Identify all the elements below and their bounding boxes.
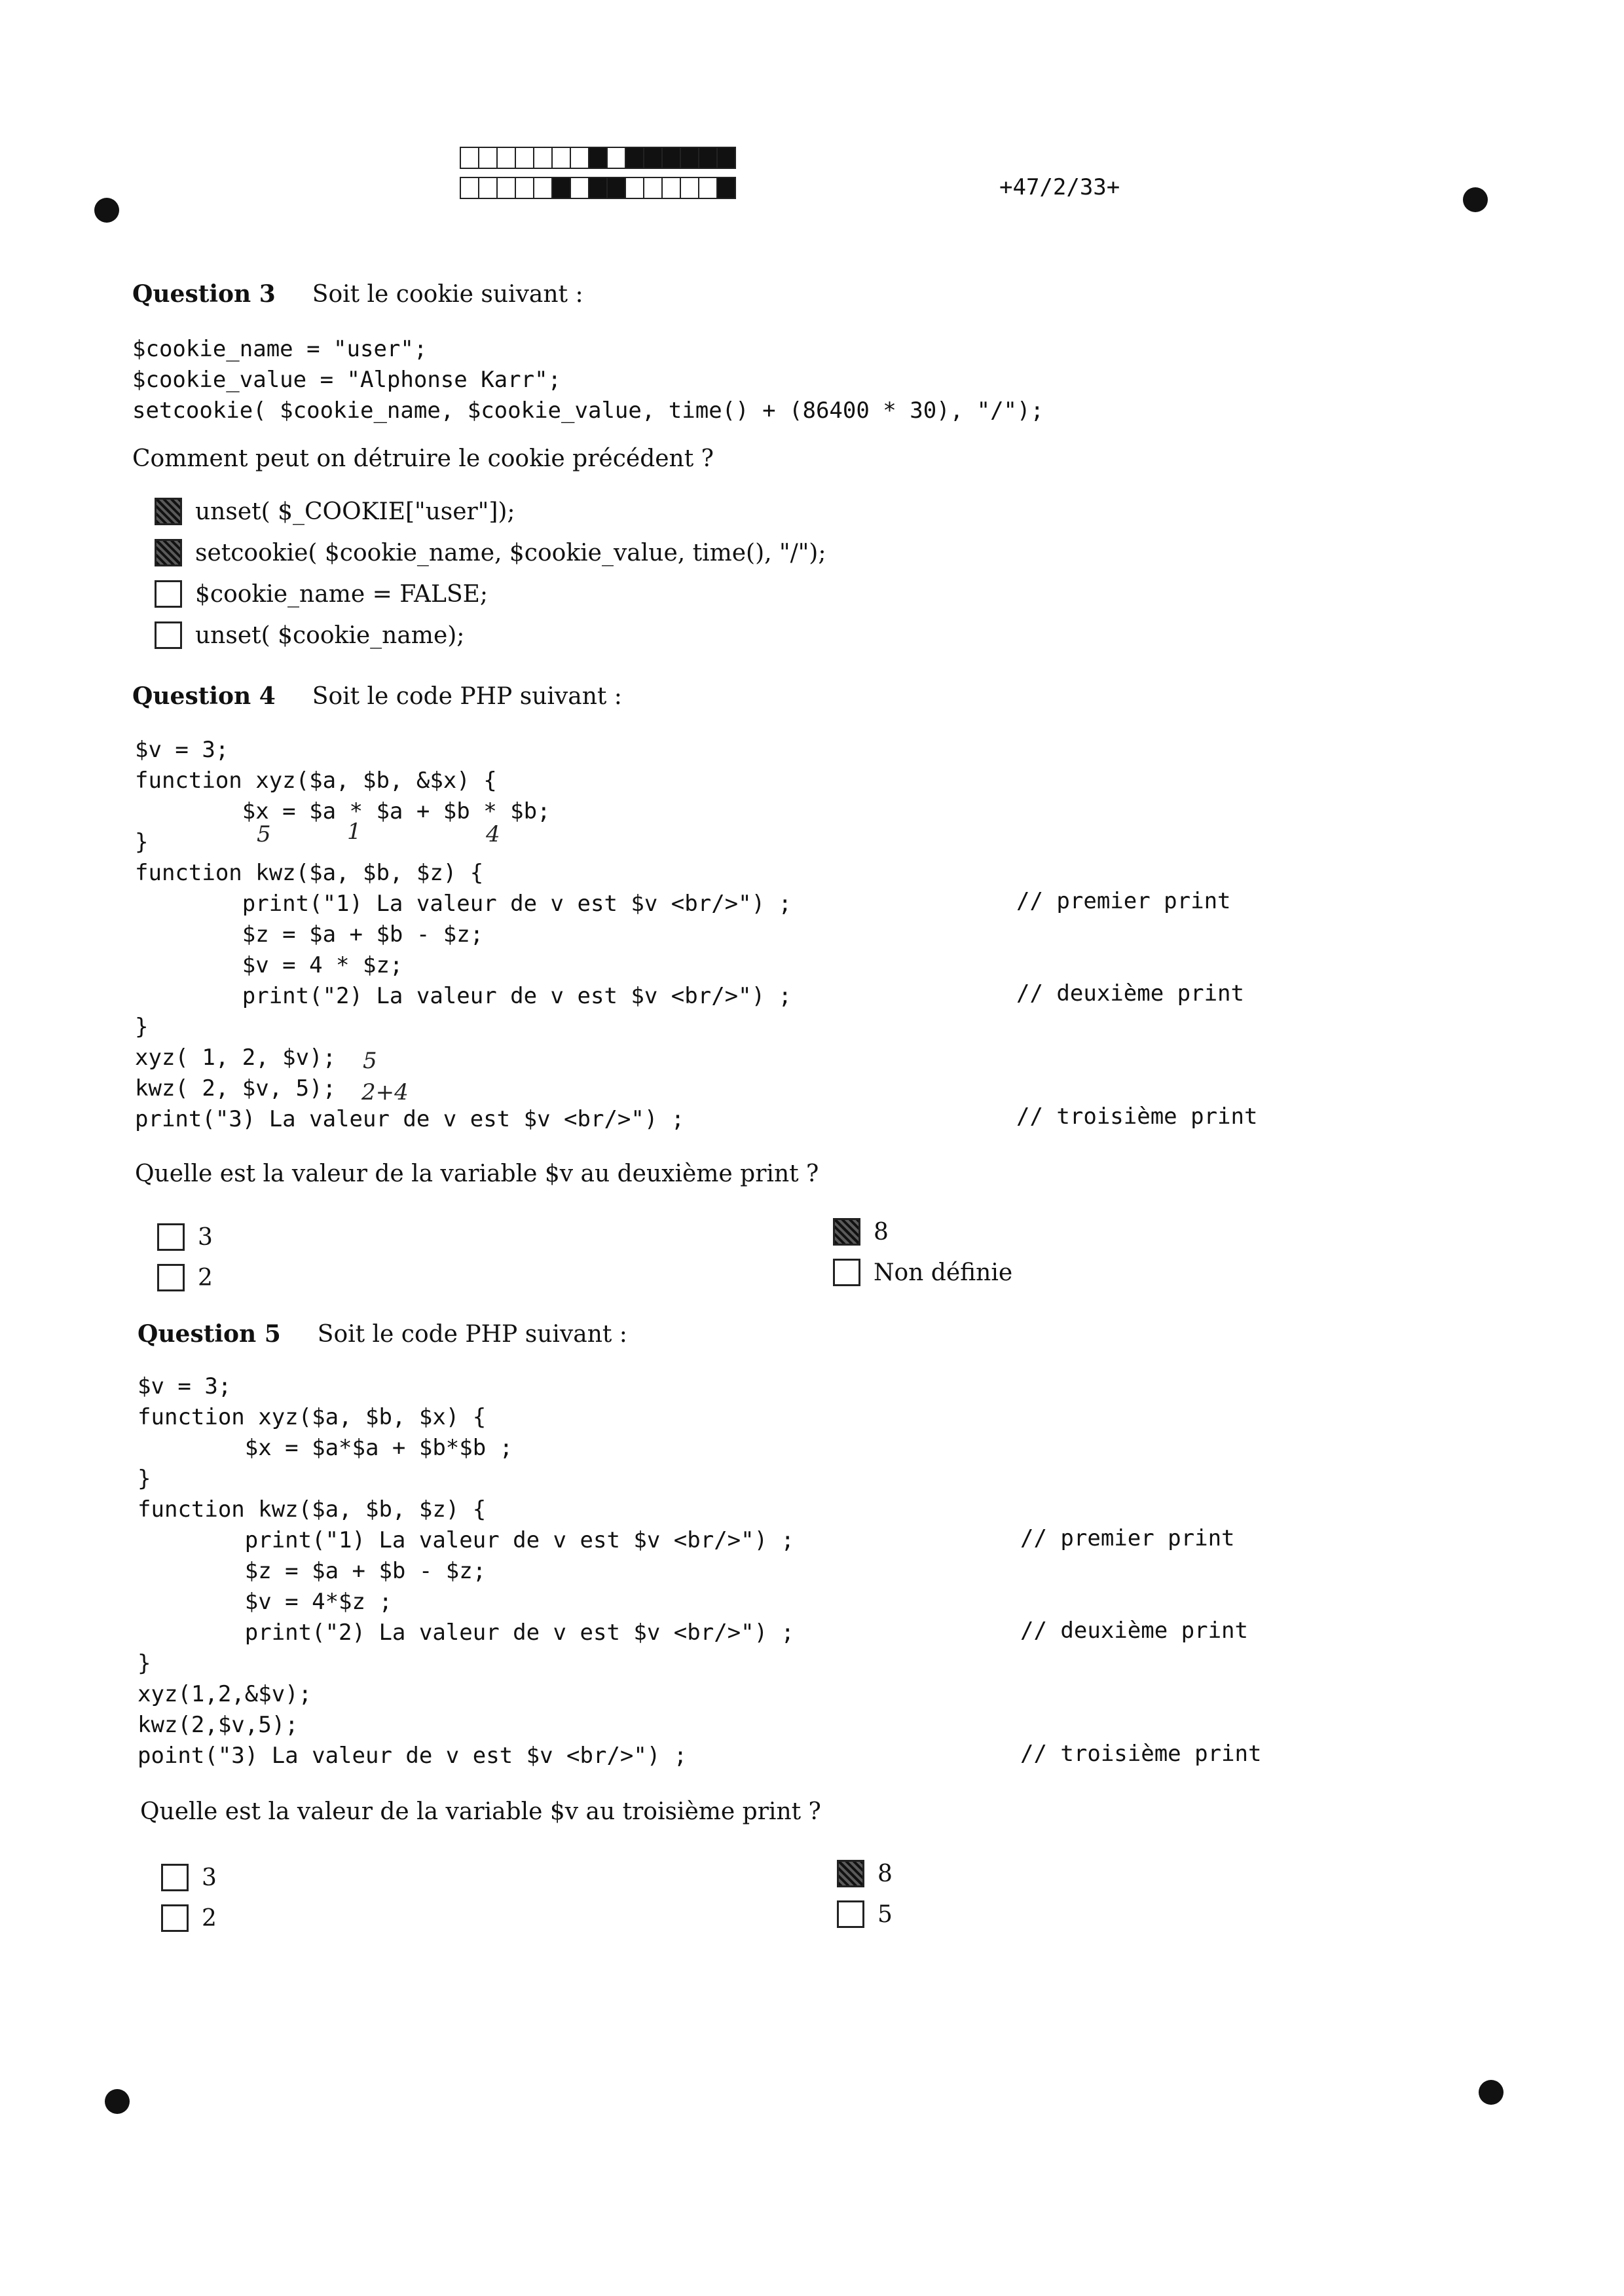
answer-checkbox[interactable] bbox=[155, 621, 182, 649]
answer-option[interactable] bbox=[155, 539, 826, 566]
question-prompt: Quelle est la valeur de la variable $v au deuxième print ? bbox=[135, 1160, 819, 1187]
answer-option[interactable] bbox=[157, 1264, 213, 1291]
question-intro: Soit le cookie suivant : bbox=[312, 281, 583, 308]
code-comment: // deuxième print bbox=[1016, 980, 1244, 1007]
answer-label: 8 bbox=[874, 1218, 889, 1246]
page-barcode bbox=[460, 147, 735, 207]
question-4-header bbox=[132, 682, 622, 710]
answer-checkbox[interactable] bbox=[157, 1223, 185, 1251]
answer-option[interactable] bbox=[157, 1223, 213, 1251]
answer-checkbox[interactable] bbox=[837, 1900, 864, 1928]
barcode-cell bbox=[551, 147, 571, 169]
code-comment: // troisième print bbox=[1020, 1741, 1262, 1767]
question-prompt: Comment peut on détruire le cookie précédent ? bbox=[132, 445, 714, 472]
handwritten-note: 2+4 bbox=[361, 1079, 409, 1105]
answer-option[interactable] bbox=[155, 580, 488, 608]
answer-label: 3 bbox=[198, 1223, 213, 1251]
answer-option[interactable] bbox=[155, 498, 515, 525]
barcode-row bbox=[460, 177, 735, 202]
barcode-cell bbox=[716, 147, 736, 169]
answer-option[interactable] bbox=[837, 1900, 893, 1928]
answer-checkbox[interactable] bbox=[837, 1860, 864, 1887]
barcode-cell bbox=[680, 177, 699, 199]
answer-label: 2 bbox=[198, 1264, 213, 1291]
barcode-cell bbox=[661, 147, 681, 169]
answer-checkbox[interactable] bbox=[161, 1904, 189, 1932]
barcode-cell bbox=[588, 147, 608, 169]
barcode-cell bbox=[533, 147, 553, 169]
question-label: Question 3 bbox=[132, 280, 276, 308]
question-5-header bbox=[138, 1320, 627, 1348]
page-id: +47/2/33+ bbox=[999, 174, 1120, 200]
answer-label: 8 bbox=[877, 1860, 893, 1887]
question-intro: Soit le code PHP suivant : bbox=[317, 1321, 627, 1348]
question-label: Question 4 bbox=[132, 682, 276, 710]
barcode-cell bbox=[551, 177, 571, 199]
barcode-cell bbox=[478, 147, 498, 169]
question-label: Question 5 bbox=[138, 1320, 281, 1348]
barcode-cell bbox=[460, 177, 479, 199]
barcode-cell bbox=[643, 177, 663, 199]
code-block: $v = 3; function xyz($a, $b, $x) { $x = $a*$a + $b*$b ; } function kwz($a, $b, $z) { print("1) La valeur de v est $v <br/>") ; $z = $a + $b - $z; $v = 4*$z ; print("2) La valeur de v est $v <br/>") ; } xyz(1,2,&$v); kwz(2,$v,5); point("3) La valeur de v est $v <br/>") ; bbox=[138, 1373, 795, 1769]
answer-label: 2 bbox=[202, 1904, 217, 1932]
answer-label: Non définie bbox=[874, 1259, 1013, 1286]
registration-mark bbox=[1463, 187, 1488, 212]
handwritten-note: 1 bbox=[347, 819, 361, 845]
barcode-cell bbox=[606, 147, 626, 169]
barcode-cell bbox=[698, 147, 718, 169]
handwritten-note: 4 bbox=[486, 821, 500, 847]
answer-checkbox[interactable] bbox=[833, 1259, 860, 1286]
barcode-cell bbox=[533, 177, 553, 199]
answer-option[interactable] bbox=[837, 1860, 893, 1887]
barcode-cell bbox=[716, 177, 736, 199]
barcode-cell bbox=[515, 177, 534, 199]
handwritten-note: 5 bbox=[257, 821, 271, 847]
barcode-row bbox=[460, 147, 735, 172]
answer-option[interactable] bbox=[833, 1218, 889, 1246]
barcode-cell bbox=[570, 177, 589, 199]
registration-mark bbox=[105, 2089, 130, 2114]
barcode-cell bbox=[606, 177, 626, 199]
code-comment: // deuxième print bbox=[1020, 1618, 1248, 1644]
answer-checkbox[interactable] bbox=[155, 539, 182, 566]
code-comment: // premier print bbox=[1020, 1525, 1235, 1551]
code-block: $cookie_name = "user"; $cookie_value = "Alphonse Karr"; setcookie( $cookie_name, $cookie_value, time() + (86400 * 30), "/"); bbox=[132, 336, 1044, 424]
answer-checkbox[interactable] bbox=[157, 1264, 185, 1291]
code-block: $v = 3; function xyz($a, $b, &$x) { $x = $a * $a + $b * $b; } function kwz($a, $b, $z) { print("1) La valeur de v est $v <br/>") ; $z = $a + $b - $z; $v = 4 * $z; print("2) La valeur de v est $v <br/>") ; } xyz( 1, 2, $v); kwz( 2, $v, 5); print("3) La valeur de v est $v <br/>") ; bbox=[135, 737, 792, 1132]
answer-label: unset( $_COOKIE["user"]); bbox=[195, 498, 515, 525]
code-comment: // premier print bbox=[1016, 888, 1231, 914]
answer-option[interactable] bbox=[155, 621, 464, 649]
barcode-cell bbox=[478, 177, 498, 199]
barcode-cell bbox=[625, 147, 644, 169]
registration-mark bbox=[94, 198, 119, 223]
answer-label: $cookie_name = FALSE; bbox=[195, 580, 489, 608]
barcode-cell bbox=[515, 147, 534, 169]
answer-label: setcookie( $cookie_name, $cookie_value, time(), "/"); bbox=[195, 539, 826, 566]
answer-checkbox[interactable] bbox=[155, 498, 182, 525]
registration-mark bbox=[1479, 2080, 1504, 2105]
answer-label: 5 bbox=[877, 1900, 893, 1928]
answer-checkbox[interactable] bbox=[155, 580, 182, 608]
barcode-cell bbox=[496, 177, 516, 199]
answer-option[interactable] bbox=[161, 1864, 217, 1891]
question-intro: Soit le code PHP suivant : bbox=[312, 683, 622, 710]
question-3-header bbox=[132, 280, 583, 308]
answer-checkbox[interactable] bbox=[833, 1218, 860, 1246]
barcode-cell bbox=[496, 147, 516, 169]
barcode-cell bbox=[698, 177, 718, 199]
barcode-cell bbox=[661, 177, 681, 199]
barcode-cell bbox=[570, 147, 589, 169]
barcode-cell bbox=[643, 147, 663, 169]
answer-label: unset( $cookie_name); bbox=[195, 621, 465, 649]
handwritten-note: 5 bbox=[363, 1048, 377, 1074]
barcode-cell bbox=[680, 147, 699, 169]
code-comment: // troisième print bbox=[1016, 1103, 1258, 1130]
question-prompt: Quelle est la valeur de la variable $v au troisième print ? bbox=[140, 1798, 821, 1825]
answer-option[interactable] bbox=[833, 1259, 1012, 1286]
barcode-cell bbox=[460, 147, 479, 169]
barcode-cell bbox=[625, 177, 644, 199]
answer-checkbox[interactable] bbox=[161, 1864, 189, 1891]
answer-label: 3 bbox=[202, 1864, 217, 1891]
answer-option[interactable] bbox=[161, 1904, 217, 1932]
barcode-cell bbox=[588, 177, 608, 199]
